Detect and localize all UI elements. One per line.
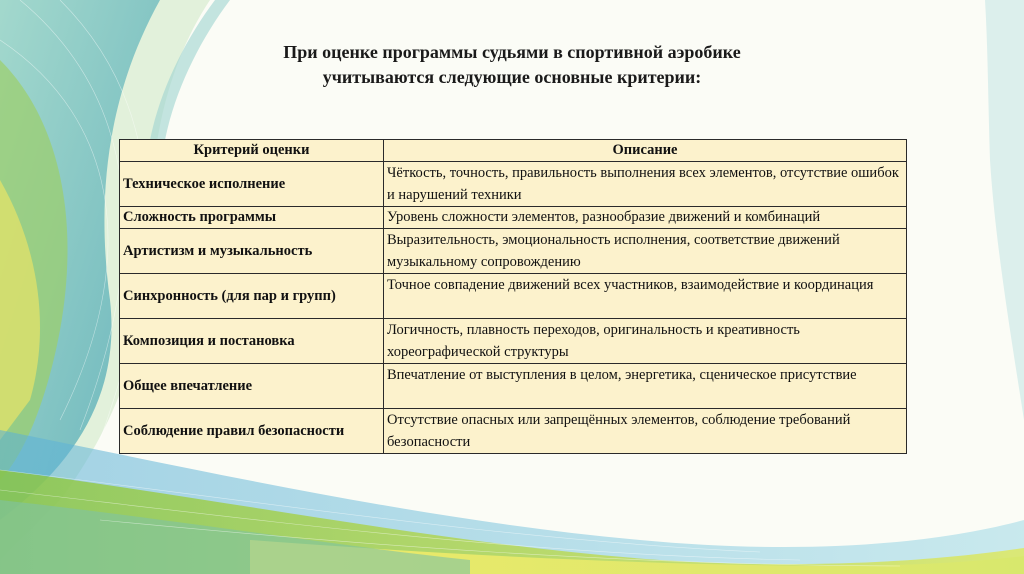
criterion-cell: Артистизм и музыкальность bbox=[120, 229, 384, 274]
page-title bbox=[200, 40, 824, 90]
table-row bbox=[120, 207, 907, 229]
criteria-table bbox=[119, 139, 907, 454]
description-cell: Выразительность, эмоциональность исполнения, соответствие движений музыкальному сопровождению bbox=[384, 229, 907, 274]
table-row bbox=[120, 364, 907, 409]
criterion-cell: Композиция и постановка bbox=[120, 319, 384, 364]
table-row bbox=[120, 162, 907, 207]
title-line-2: учитываются следующие основные критерии: bbox=[322, 67, 702, 87]
criterion-cell: Сложность программы bbox=[120, 207, 384, 229]
criterion-cell: Общее впечатление bbox=[120, 364, 384, 409]
criterion-cell: Соблюдение правил безопасности bbox=[120, 409, 384, 454]
description-cell: Уровень сложности элементов, разнообразие движений и комбинаций bbox=[384, 207, 907, 229]
header-description: Описание bbox=[384, 140, 907, 162]
table-header-row bbox=[120, 140, 907, 162]
table-row bbox=[120, 274, 907, 319]
header-criterion: Критерий оценки bbox=[120, 140, 384, 162]
description-cell: Чёткость, точность, правильность выполнения всех элементов, отсутствие ошибок и нарушений техники bbox=[384, 162, 907, 207]
description-cell: Логичность, плавность переходов, оригинальность и креативность хореографической структуры bbox=[384, 319, 907, 364]
criterion-cell: Техническое исполнение bbox=[120, 162, 384, 207]
description-cell: Отсутствие опасных или запрещённых элементов, соблюдение требований безопасности bbox=[384, 409, 907, 454]
table-row bbox=[120, 409, 907, 454]
table-row bbox=[120, 319, 907, 364]
criterion-cell: Синхронность (для пар и групп) bbox=[120, 274, 384, 319]
description-cell: Точное совпадение движений всех участников, взаимодействие и координация bbox=[384, 274, 907, 319]
title-line-1: При оценке программы судьями в спортивной аэробике bbox=[283, 42, 741, 62]
description-cell: Впечатление от выступления в целом, энергетика, сценическое присутствие bbox=[384, 364, 907, 409]
table-row bbox=[120, 229, 907, 274]
